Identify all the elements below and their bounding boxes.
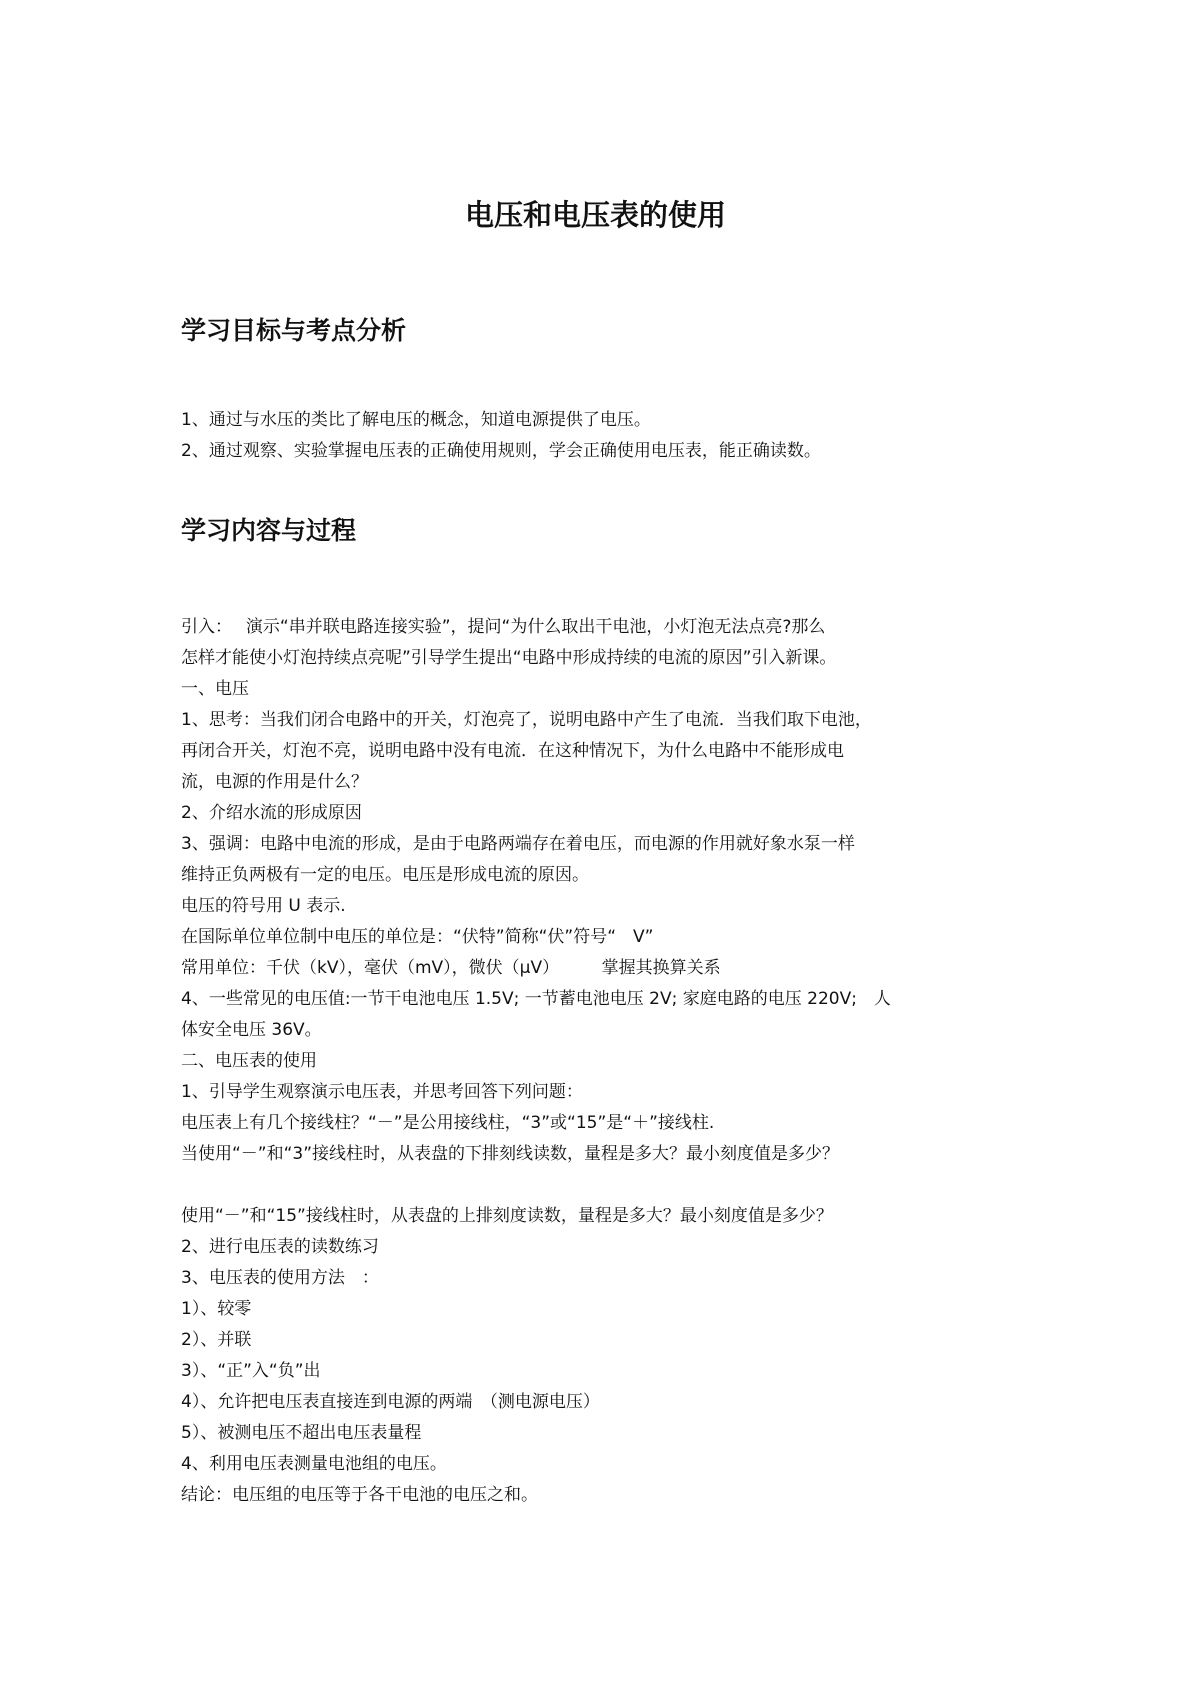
content-line: 在国际单位单位制中电压的单位是：“伏特”简称“伏”符号“ V” (181, 927, 654, 947)
content-line: 怎样才能使小灯泡持续点亮呢”引导学生提出“电路中形成持续的电流的原因”引入新课。 (181, 648, 837, 668)
section-heading-content: 学习内容与过程 (181, 516, 357, 545)
objective-line: 2、通过观察、实验掌握电压表的正确使用规则，学会正确使用电压表，能正确读数。 (181, 441, 821, 461)
content-line: 4、一些常见的电压值:一节干电池电压 1.5V; 一节蓄电池电压 2V; 家庭电路的电压 220V; 人 (181, 989, 891, 1009)
content-line: 电压的符号用 U 表示. (181, 896, 346, 916)
content-line: 4）、允许把电压表直接连到电源的两端 （测电源电压） (181, 1392, 600, 1412)
content-line: 电压表上有几个接线柱？“－”是公用接线柱，“3”或“15”是“＋”接线柱. (181, 1113, 715, 1133)
content-line: 5）、被测电压不超出电压表量程 (181, 1423, 422, 1443)
content-line: 3）、“正”入“负”出 (181, 1361, 321, 1381)
content-line: 维持正负两极有一定的电压。电压是形成电流的原因。 (181, 865, 589, 885)
objectives-list (181, 405, 1041, 467)
content-line: 使用“－”和“15”接线柱时，从表盘的上排刻度读数，量程是多大？最小刻度值是多少？ (181, 1206, 833, 1226)
section-heading-objectives: 学习目标与考点分析 (181, 316, 407, 345)
objective-line: 1、通过与水压的类比了解电压的概念，知道电源提供了电压。 (181, 410, 651, 430)
content-line: 当使用“－”和“3”接线柱时，从表盘的下排刻线读数，量程是多大？最小刻度值是多少？ (181, 1144, 840, 1164)
content-line: 1、引导学生观察演示电压表，并思考回答下列问题： (181, 1082, 583, 1102)
content-line: 体安全电压 36V。 (181, 1020, 322, 1040)
content-line: 一、电压 (181, 679, 249, 699)
conclusion-line: 结论：电压组的电压等于各干电池的电压之和。 (181, 1485, 538, 1505)
content-line: 引入： 演示“串并联电路连接实验”，提问“为什么取出干电池，小灯泡无法点亮?那么 (181, 617, 826, 637)
content-line: 2、介绍水流的形成原因 (181, 803, 362, 823)
content-line: 常用单位：千伏（kV），毫伏（mV），微伏（μV） 掌握其换算关系 (181, 958, 721, 978)
blank-line (181, 1170, 1041, 1201)
content-line: 4、利用电压表测量电池组的电压。 (181, 1454, 447, 1474)
content-line: 3、强调：电路中电流的形成，是由于电路两端存在着电压，而电源的作用就好象水泵一样 (181, 834, 855, 854)
content-line: 再闭合开关，灯泡不亮，说明电路中没有电流．在这种情况下，为什么电路中不能形成电 (181, 741, 844, 761)
content-line: 3、电压表的使用方法 ： (181, 1268, 379, 1288)
content-line: 2、进行电压表的读数练习 (181, 1237, 379, 1257)
page-title: 电压和电压表的使用 (464, 198, 726, 232)
content-line: 2）、并联 (181, 1330, 252, 1350)
content-line: 流，电源的作用是什么？ (181, 772, 368, 792)
content-body (181, 612, 1041, 1511)
content-line: 二、电压表的使用 (181, 1051, 317, 1071)
content-line: 1）、较零 (181, 1299, 252, 1319)
content-line: 1、思考：当我们闭合电路中的开关，灯泡亮了，说明电路中产生了电流．当我们取下电池， (181, 710, 872, 730)
